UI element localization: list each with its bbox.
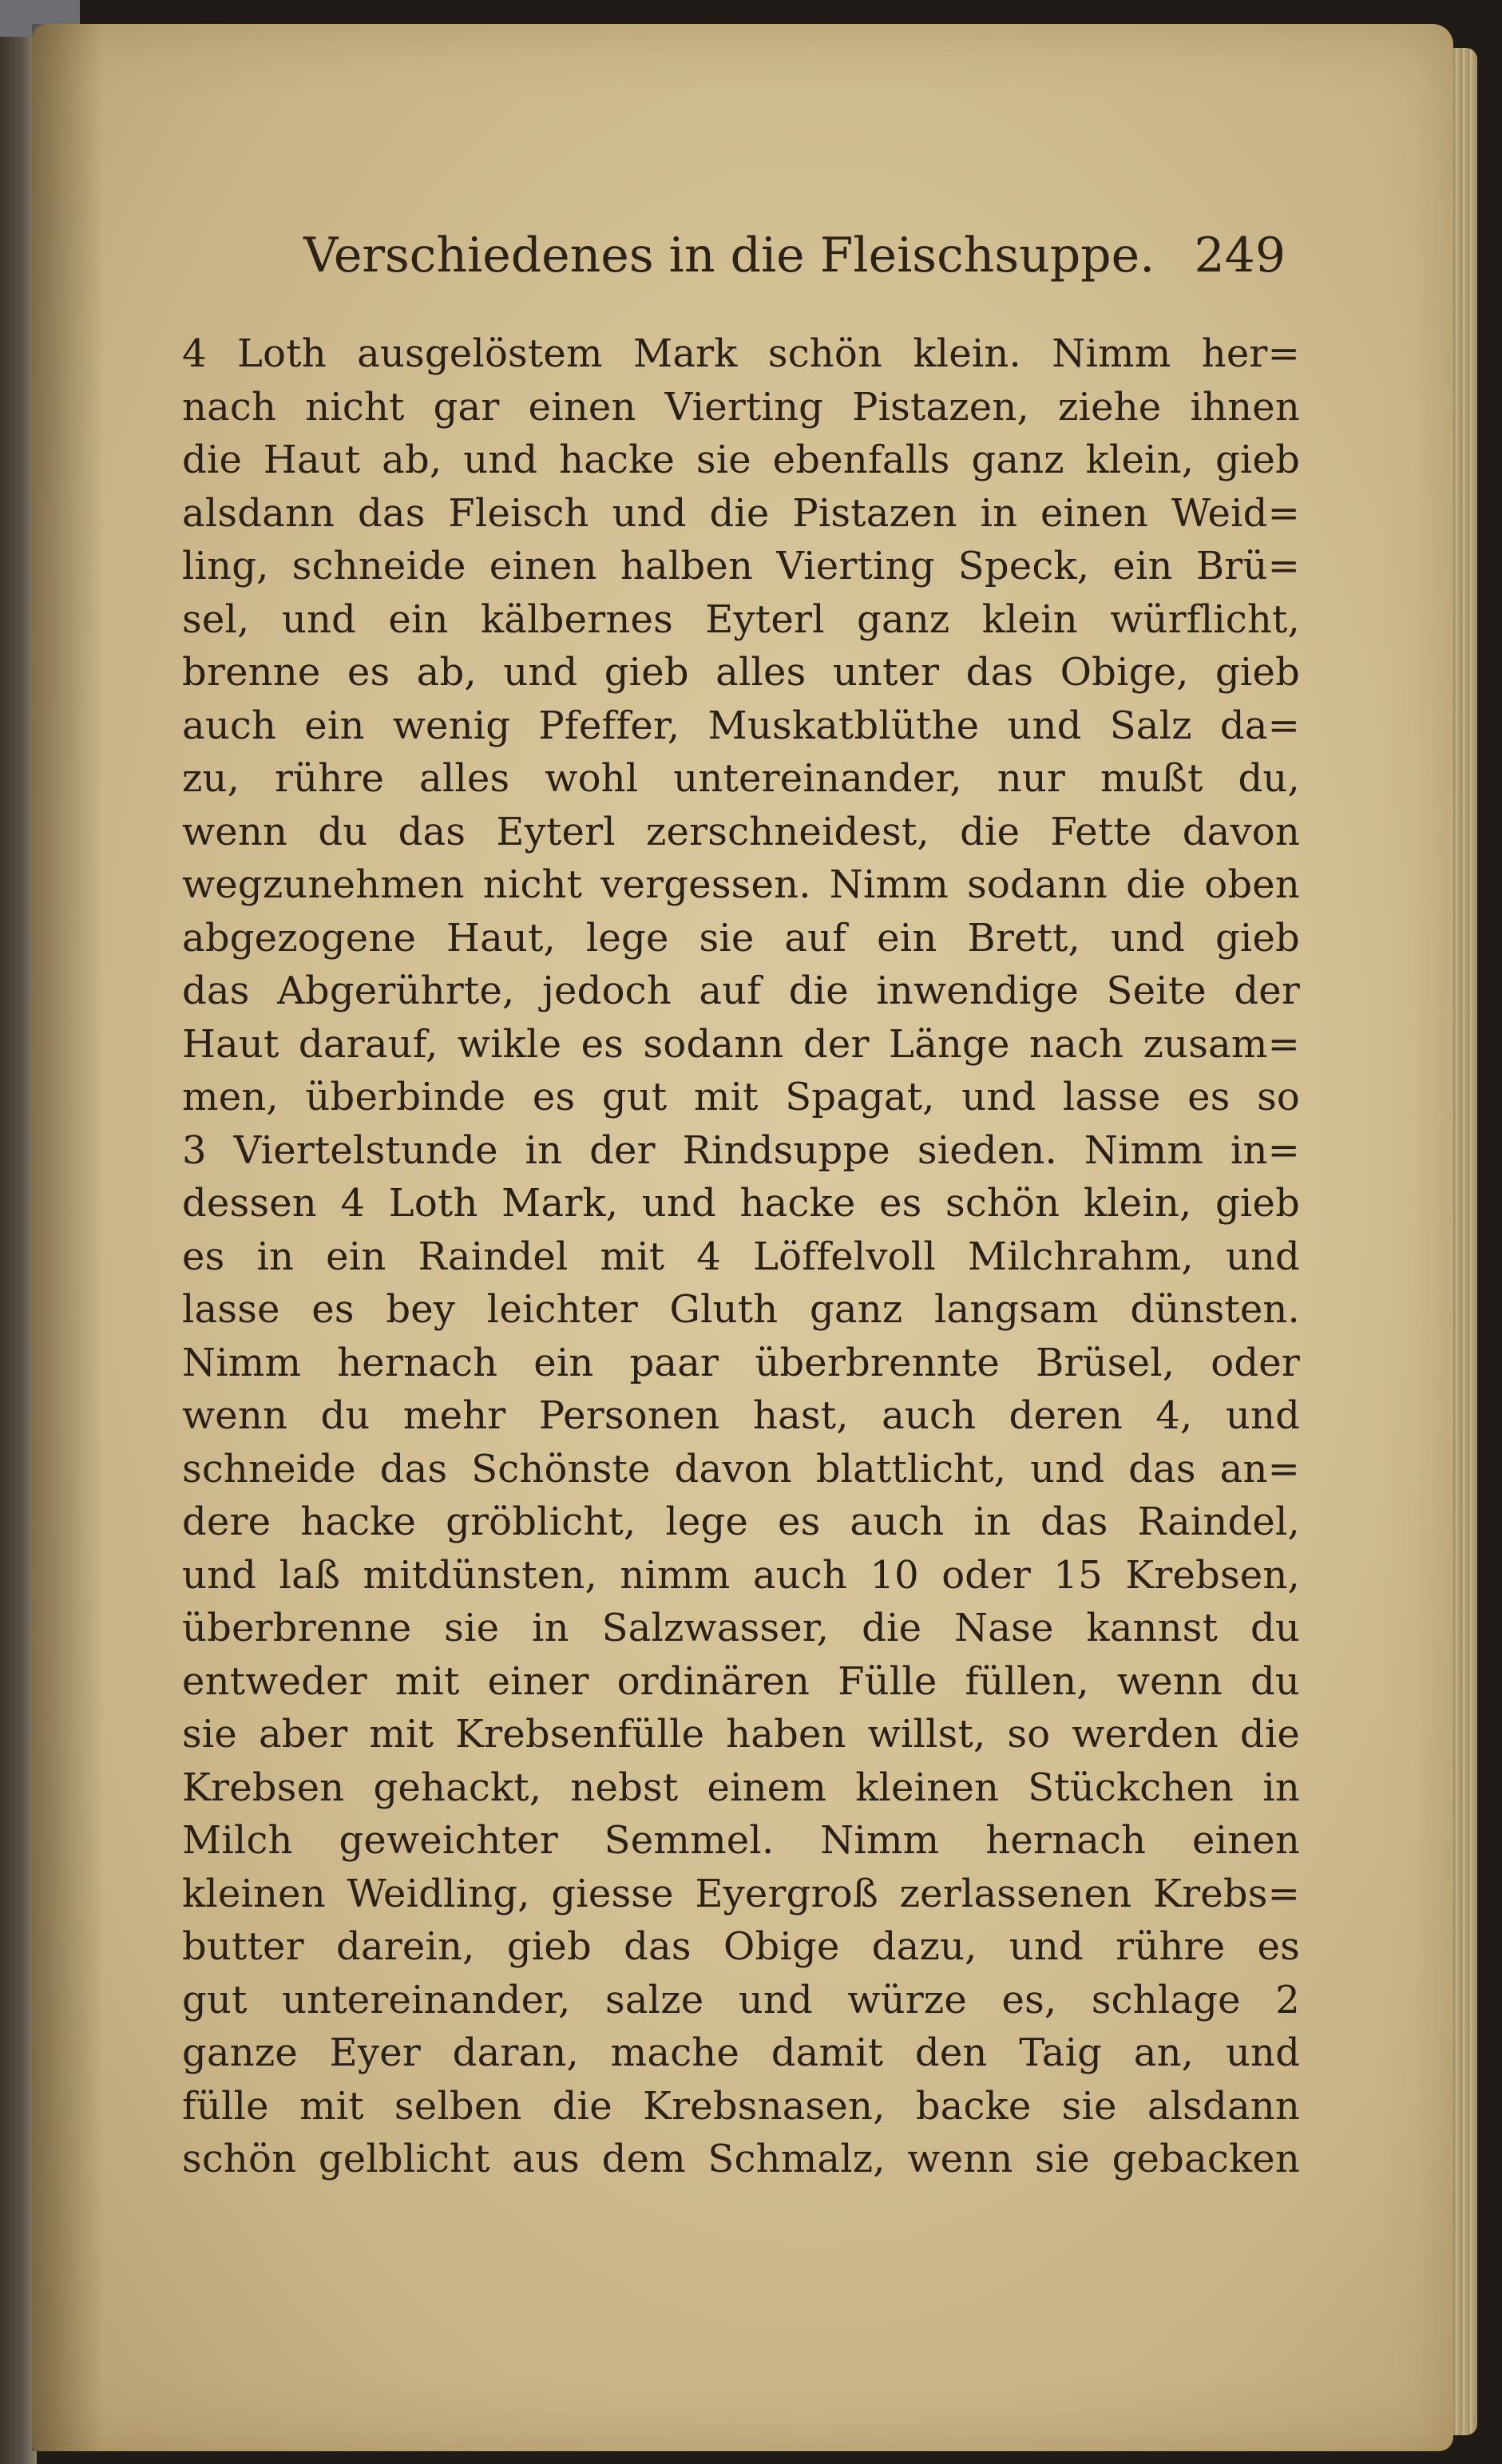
text-line: brenne es ab, und gieb alles unter das Obige, gieb bbox=[182, 650, 1300, 695]
text-line: und laß mitdünsten, nimm auch 10 oder 15 Krebsen, bbox=[182, 1552, 1300, 1598]
text-line: ganze Eyer daran, mache damit den Taig an, und bbox=[182, 2030, 1300, 2075]
header-title: Verschiedenes in die Fleischsuppe. bbox=[303, 228, 1155, 283]
text-line: Krebsen gehackt, nebst einem kleinen Stückchen in bbox=[182, 1765, 1300, 1810]
text-line: fülle mit selben die Krebsnasen, backe sie alsdann bbox=[182, 2083, 1300, 2129]
text-line: nach nicht gar einen Vierting Pistazen, ziehe ihnen bbox=[182, 384, 1300, 430]
text-line: abgezogene Haut, lege sie auf ein Brett, und gieb bbox=[182, 915, 1300, 961]
text-line: Milch geweichter Semmel. Nimm hernach einen bbox=[182, 1818, 1300, 1863]
page-number: 249 bbox=[1194, 228, 1286, 283]
text-line: auch ein wenig Pfeffer, Muskatblüthe und Salz da= bbox=[182, 703, 1300, 748]
text-line: sie aber mit Krebsenfülle haben willst, so werden die bbox=[182, 1712, 1300, 1757]
text-line: Haut darauf, wikle es sodann der Länge nach zusam= bbox=[182, 1021, 1300, 1067]
text-line: entweder mit einer ordinären Fülle füllen, wenn du bbox=[182, 1658, 1300, 1704]
text-line: wenn du mehr Personen hast, auch deren 4, und bbox=[182, 1393, 1300, 1438]
text-line: alsdann das Fleisch und die Pistazen in einen Weid= bbox=[182, 490, 1300, 536]
running-header bbox=[303, 216, 1286, 295]
text-line: das Abgerührte, jedoch auf die inwendige Seite der bbox=[182, 969, 1300, 1013]
text-line: kleinen Weidling, giesse Eyergroß zerlassenen Krebs= bbox=[182, 1871, 1300, 1916]
text-line: butter darein, gieb das Obige dazu, und rühre es bbox=[182, 1924, 1300, 1969]
text-line: es in ein Raindel mit 4 Löffelvoll Milchrahm, und bbox=[182, 1234, 1300, 1279]
text-line: Nimm hernach ein paar überbrennte Brüsel, oder bbox=[182, 1340, 1300, 1385]
text-line: schön gelblicht aus dem Schmalz, wenn sie gebacken bbox=[182, 2137, 1300, 2181]
text-line: lasse es bey leichter Gluth ganz langsam dünsten. bbox=[182, 1287, 1300, 1332]
text-line: wenn du das Eyterl zerschneidest, die Fette davon bbox=[182, 809, 1300, 854]
text-line: die Haut ab, und hacke sie ebenfalls ganz klein, gieb bbox=[182, 438, 1300, 482]
text-line: überbrenne sie in Salzwasser, die Nase kannst du bbox=[182, 1606, 1300, 1650]
text-line: dessen 4 Loth Mark, und hacke es schön klein, gieb bbox=[182, 1181, 1300, 1226]
text-line: sel, und ein kälbernes Eyterl ganz klein würflicht, bbox=[182, 596, 1300, 642]
text-line: gut untereinander, salze und würze es, schlage 2 bbox=[182, 1977, 1300, 2022]
text-line: 4 Loth ausgelöstem Mark schön klein. Nimm her= bbox=[182, 331, 1300, 376]
text-line: zu, rühre alles wohl untereinander, nur mußt du, bbox=[182, 756, 1300, 801]
text-line: wegzunehmen nicht vergessen. Nimm sodann die oben bbox=[182, 862, 1300, 907]
body-text bbox=[182, 327, 1300, 2186]
text-line: ling, schneide einen halben Vierting Speck, ein Brü= bbox=[182, 544, 1300, 588]
gutter-shadow bbox=[32, 24, 104, 2451]
text-line: schneide das Schönste davon blattlicht, und das an= bbox=[182, 1446, 1300, 1491]
text-line: dere hacke gröblicht, lege es auch in das Raindel, bbox=[182, 1499, 1300, 1544]
text-line: 3 Viertelstunde in der Rindsuppe sieden. Nimm in= bbox=[182, 1127, 1300, 1173]
text-line: men, überbinde es gut mit Spagat, und lasse es so bbox=[182, 1075, 1300, 1119]
